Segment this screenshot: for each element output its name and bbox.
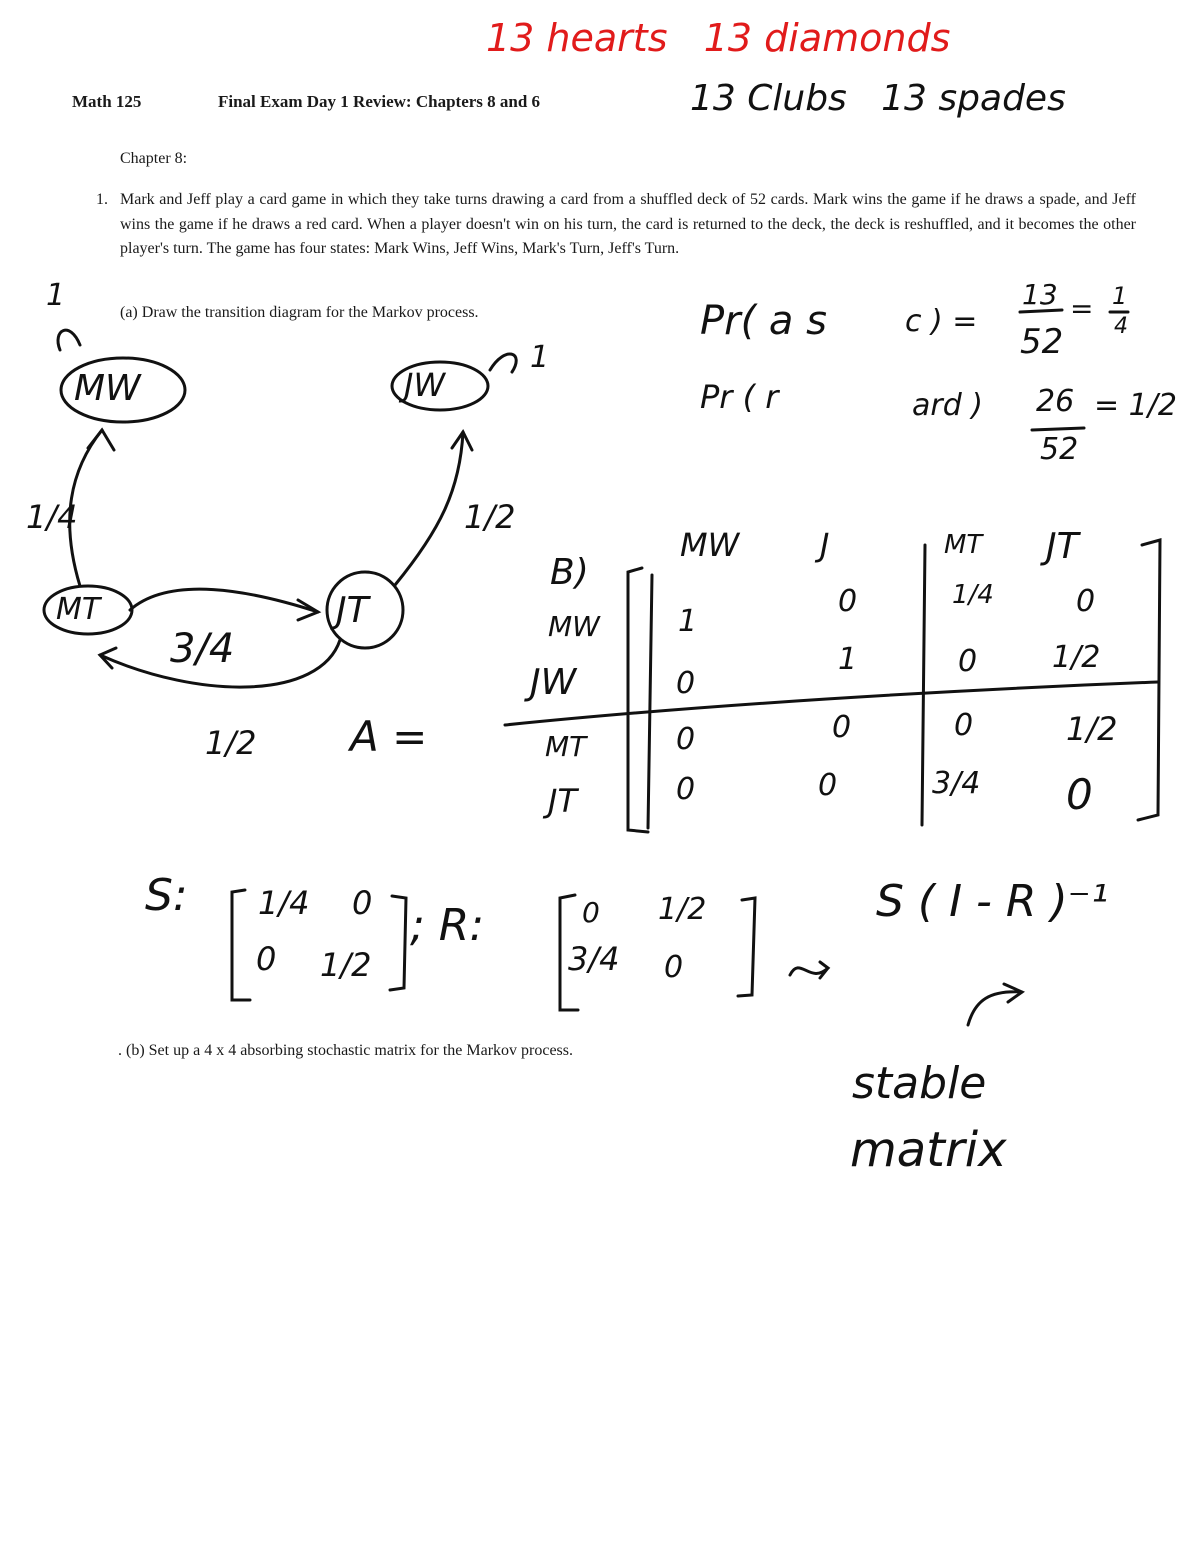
prob-red-result: = 1/2 [1094,388,1177,423]
edge-jt-jw [395,432,463,585]
stable-note-line1: stable [852,1058,987,1109]
matrix-cell: 0 [676,722,696,757]
matrix-name: A = [350,712,428,761]
prob-spade-result-num: 1 [1112,282,1128,310]
matrix-col-header: MT [944,530,983,560]
frac-bar-26-52 [1032,428,1084,430]
part-a-prompt: (a) Draw the transition diagram for the Markov process. [120,304,479,321]
node-jt-label: JT [336,590,369,631]
arrow-to-formula [968,984,1022,1025]
matrix-cell: 3/4 [932,766,981,801]
r-cell: 1/2 [658,892,707,927]
edge-jt-mt-label: 1/2 [205,724,257,762]
prob-spade-eq: = [1070,292,1094,325]
matrix-cell: 0 [832,710,852,745]
s-cell: 0 [256,940,277,978]
prob-red-mid: ard ) [912,388,984,423]
matrix-cell: 1 [838,642,858,677]
squiggle-arrow [790,962,828,978]
matrix-cell: 0 [958,644,978,679]
matrix-cell: 0 [676,772,696,807]
stable-note-line2: matrix [850,1122,1007,1178]
matrix-cell: 1 [678,604,698,639]
matrix-col-header: MW [680,526,740,564]
matrix-row-header: MT [545,730,587,763]
matrix-cell: 0 [954,708,974,743]
course-label: Math 125 [72,92,142,111]
prob-spade-result-den: 4 [1114,314,1128,339]
r-label: ; R: [410,900,485,951]
note-clubs-spades: 13 Clubs 13 spades [690,78,1066,119]
loop-jw-arrow [490,354,516,372]
node-mt-label: MT [56,592,101,627]
prob-red-den: 52 [1040,432,1079,467]
matrix-row-header: MW [548,610,600,643]
s-cell: 0 [352,884,373,922]
prob-spade-den: 52 [1020,322,1064,362]
prob-red-num: 26 [1036,384,1075,419]
matrix-cell: 0 [818,768,838,803]
problem-number: 1. [96,191,108,208]
s-left-bracket [232,890,250,1000]
prob-spade-num: 13 [1022,278,1058,311]
edge-mt-jt-label: 3/4 [170,626,235,672]
s-label: S: [145,870,188,921]
matrix-cell: 1/2 [1066,710,1118,748]
problem-text: Mark and Jeff play a card game in which they take turns drawing a card from a shuffled deck of 52 cards. Mark wins the game if he draws a spade, and Jeff wins the game if he draws a red card. When a player doesn't win on his turn, the card is returned to the deck, the deck is reshuffled, and it becomes the other player's turn. The game has four states: Mark Wins, Jeff Wins, Mark's Turn, Jeff's Turn. [120,191,1136,257]
matrix-cell: 1/4 [952,580,994,610]
r-cell: 0 [664,950,684,985]
matrix-col-header: J [820,526,830,564]
formula: S ( I - R )⁻¹ [876,876,1109,927]
prob-spade-left: Pr( a s [700,298,827,344]
edge-mt-mw-label: 1/4 [26,498,78,536]
exam-title: Final Exam Day 1 Review: Chapters 8 and 6 [218,92,541,111]
s-cell: 1/2 [320,946,372,984]
loop-jw-label: 1 [530,340,550,375]
prob-spade-mid: c ) = [905,304,978,339]
loop-mw-arrow [58,330,80,350]
r-cell: 0 [582,896,600,929]
matrix-col-divider-left [648,575,652,828]
matrix-col-header: JT [1046,526,1079,567]
loop-mw-label: 1 [46,278,66,313]
matrix-cell: 0 [676,666,696,701]
matrix-col-divider-mid [922,545,925,825]
chapter-label: Chapter 8: [120,150,188,167]
matrix-row-header: JW [530,662,577,703]
matrix-cell: 0 [838,584,858,619]
matrix-left-bracket [628,568,648,832]
edge-mt-jt [130,589,318,612]
node-jw-label: JW [404,366,446,404]
matrix-right-bracket [1138,540,1160,820]
node-mw-label: MW [74,368,141,409]
r-right-bracket [738,898,755,996]
r-cell: 3/4 [568,940,620,978]
note-hearts-diamonds: 13 hearts 13 diamonds [486,16,951,60]
matrix-row-header: JT [548,782,577,820]
part-b-prompt: . (b) Set up a 4 x 4 absorbing stochastic matrix for the Markov process. [118,1042,574,1059]
prob-red-left: Pr ( r [700,378,779,416]
s-right-bracket [390,896,406,990]
s-cell: 1/4 [258,884,310,922]
matrix-cell: 1/2 [1052,640,1101,675]
matrix-part-label: B) [550,552,589,593]
edge-jt-jw-label: 1/2 [464,498,516,536]
matrix-cell: 0 [1076,584,1096,619]
matrix-cell: 0 [1066,770,1093,819]
